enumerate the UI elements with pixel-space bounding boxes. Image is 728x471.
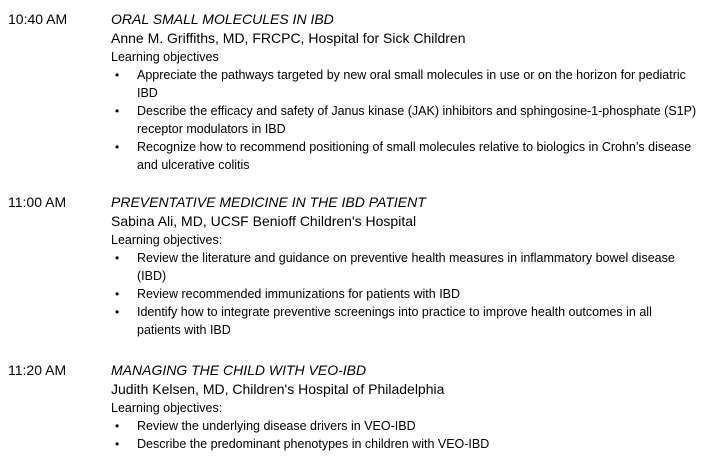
objectives-heading: Learning objectives:: [111, 401, 223, 415]
session-content: [111, 10, 711, 174]
objectives-list: [111, 417, 711, 453]
objective-text: Appreciate the pathways targeted by new oral small molecules in use or on the horizon for pediatric IBD: [137, 68, 686, 100]
session-content: [111, 361, 711, 453]
session-speaker: Judith Kelsen, MD, Children's Hospital of Philadelphia: [111, 381, 445, 397]
session-content: [111, 193, 711, 339]
list-item: [111, 303, 697, 339]
objectives-list: [111, 249, 711, 339]
list-item: [111, 66, 697, 102]
list-item: [111, 417, 697, 435]
bullet-icon: •: [115, 437, 120, 451]
bullet-icon: •: [115, 68, 120, 82]
bullet-icon: •: [115, 104, 120, 118]
list-item: [111, 249, 697, 285]
list-item: [111, 102, 697, 138]
session-speaker: Anne M. Griffiths, MD, FRCPC, Hospital for Sick Children: [111, 30, 466, 46]
objective-text: Review recommended immunizations for patients with IBD: [137, 287, 461, 301]
session-speaker: Sabina Ali, MD, UCSF Benioff Children's Hospital: [111, 213, 417, 229]
objective-text: Review the underlying disease drivers in VEO-IBD: [137, 419, 416, 433]
session-title: MANAGING THE CHILD WITH VEO-IBD: [111, 362, 367, 378]
objective-text: Describe the predominant phenotypes in children with VEO-IBD: [137, 437, 490, 451]
objectives-list: [111, 66, 711, 174]
bullet-icon: •: [115, 140, 120, 154]
session-title: ORAL SMALL MOLECULES IN IBD: [111, 11, 334, 27]
bullet-icon: •: [115, 287, 120, 301]
bullet-icon: •: [115, 419, 120, 433]
list-item: [111, 435, 697, 453]
objective-text: Identify how to integrate preventive screenings into practice to improve health outcomes in all patients with IBD: [137, 305, 652, 337]
list-item: [111, 285, 697, 303]
list-item: [111, 138, 697, 174]
session-time: 11:20 AM: [8, 362, 67, 378]
objective-text: Review the literature and guidance on preventive health measures in inflammatory bowel disease (IBD): [137, 251, 675, 283]
bullet-icon: •: [115, 305, 120, 319]
bullet-icon: •: [115, 251, 120, 265]
session-time: 11:00 AM: [8, 194, 67, 210]
session-time: 10:40 AM: [8, 11, 68, 27]
objective-text: Describe the efficacy and safety of Janus kinase (JAK) inhibitors and sphingosine-1-phosphate (S1P) receptor modulators in IBD: [137, 104, 697, 136]
objective-text: Recognize how to recommend positioning of small molecules relative to biologics in Crohn’s disease and ulcerative colitis: [137, 140, 692, 172]
session-title: PREVENTATIVE MEDICINE IN THE IBD PATIENT: [111, 194, 426, 210]
objectives-heading: Learning objectives:: [111, 233, 223, 247]
objectives-heading: Learning objectives: [111, 50, 219, 64]
